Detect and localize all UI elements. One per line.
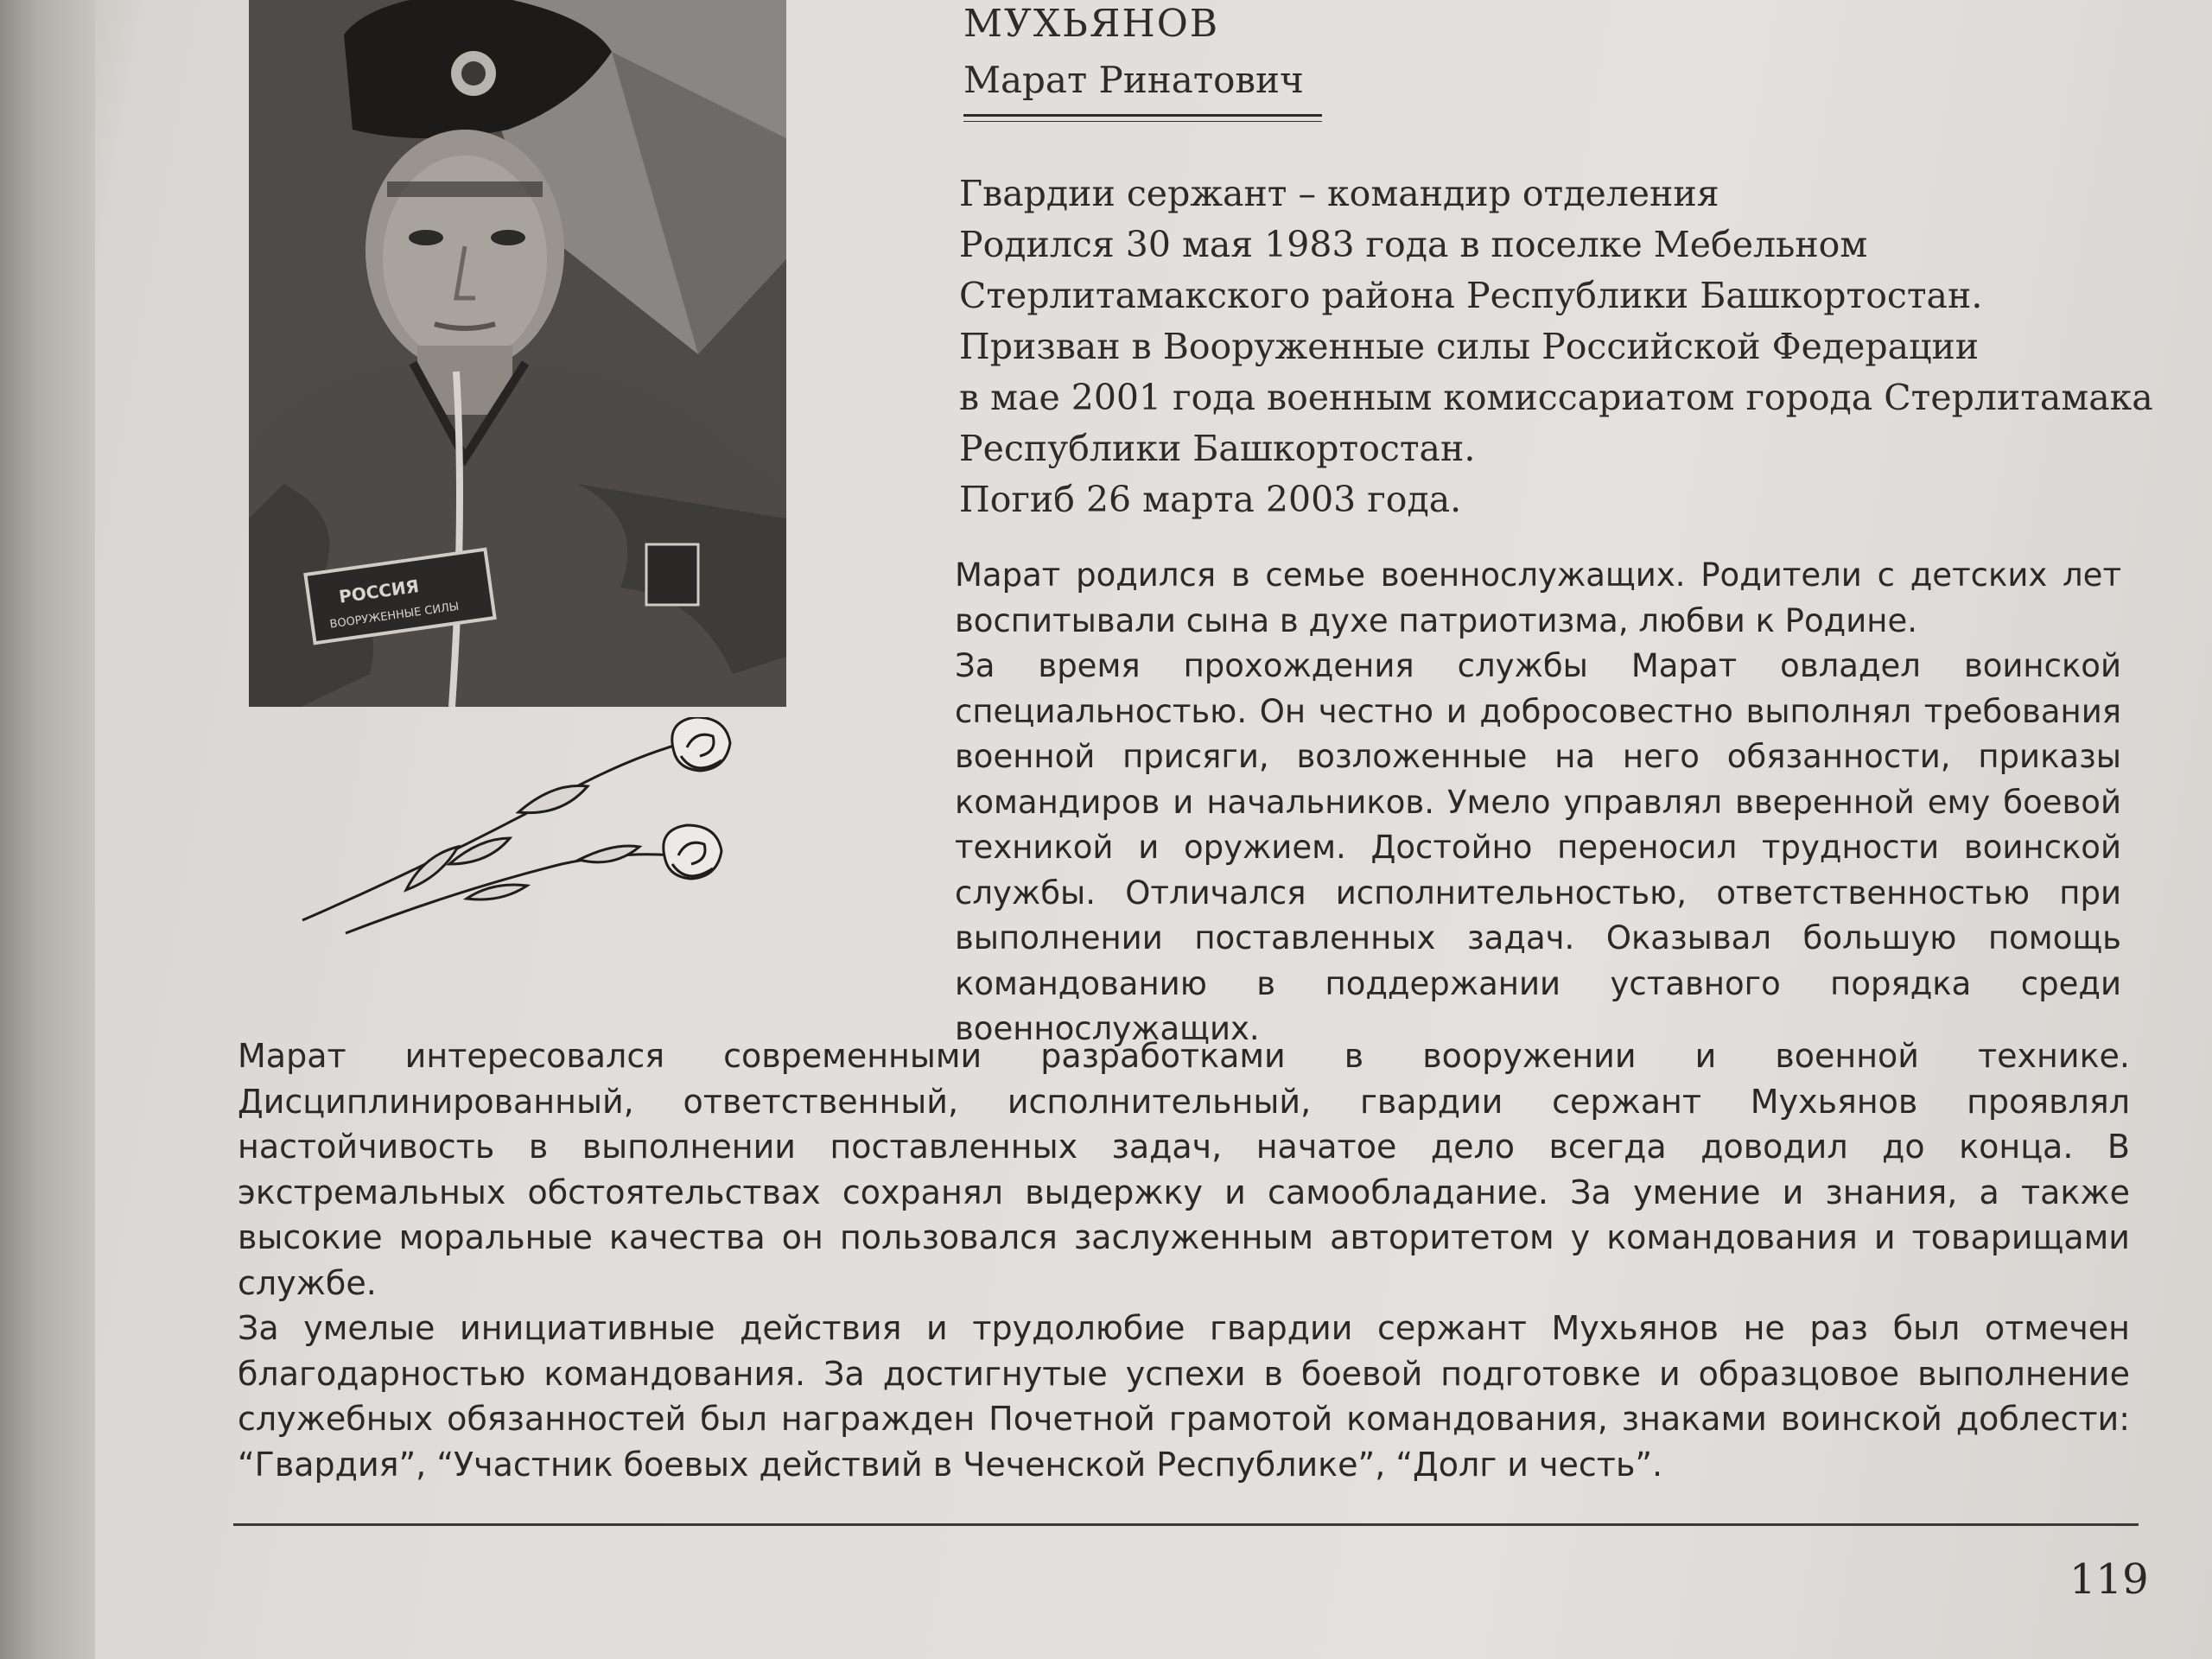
biography-lower xyxy=(238,1033,2130,1487)
fact-line: Республики Башкортостан. xyxy=(959,428,1476,469)
name-underline xyxy=(963,114,1322,122)
patch-text-armed-forces: ВООРУЖЕННЫЕ СИЛЫ xyxy=(328,600,461,632)
biography-upper xyxy=(955,553,2121,1052)
fact-line: Родился 30 мая 1983 года в поселке Мебельном xyxy=(959,224,1868,265)
fact-line: Призван в Вооруженные силы Российской Федерации xyxy=(959,326,1980,367)
bio-paragraph-3: Марат интересовался современными разработками в вооружении и военной технике. Дисциплинированный, ответственный, исполнительный, гвардии сержант Мухьянов проявлял настойчивость в выполнении поставленных задач, начатое дело всегда доводил до конца. В экстремальных обстоятельствах сохранял выдержку и самообладание. За умение и знания, а также высокие моральные качества он пользовался заслуженным авторитетом у командования и товарищами службе. xyxy=(238,1037,2130,1302)
given-name-heading: Марат Ринатович xyxy=(963,59,1304,101)
bottom-divider xyxy=(233,1523,2139,1526)
surname-heading: МУХЬЯНОВ xyxy=(963,2,1220,46)
fact-line: Погиб 26 марта 2003 года. xyxy=(959,479,1462,520)
patch-text-russia: РОССИЯ xyxy=(337,575,421,607)
bio-paragraph-1: Марат родился в семье военнослужащих. Родители с детских лет воспитывали сына в духе патриотизма, любви к Родине. xyxy=(955,556,2121,639)
book-spine-shadow xyxy=(0,0,95,1659)
fact-line: в мае 2001 года военным комиссариатом города Стерлитамака xyxy=(959,377,2153,418)
bio-paragraph-4: За умелые инициативные действия и трудолюбие гвардии сержант Мухьянов не раз был отмечен благодарностью командования. За достигнутые успехи в боевой подготовке и образцовое выполнение служебных обязанностей был награжден Почетной грамотой командования, знаками воинской доблести: “Гвардия”, “Участник боевых действий в Чеченской Республике”, “Долг и честь”. xyxy=(238,1309,2130,1484)
page-number: 119 xyxy=(2069,1555,2149,1604)
fact-line: Стерлитамакского района Республики Башкортостан. xyxy=(959,275,1983,316)
bio-paragraph-2: За время прохождения службы Марат овладел воинской специальностью. Он честно и добросовестно выполнял требования военной присяги, возложенные на него обязанности, приказы командиров и начальников. Умело управлял вверенной ему боевой техникой и оружием. Достойно переносил трудности воинской службы. Отличался исполнительностью, ответственностью при выполнении поставленных задач. Оказывал большую помощь командованию в поддержании уставного порядка среди военнослужащих. xyxy=(955,647,2121,1047)
portrait-photo xyxy=(249,0,786,707)
fact-line: Гвардии сержант – командир отделения xyxy=(959,173,1719,214)
roses-illustration xyxy=(294,717,743,950)
biographical-facts xyxy=(959,168,2152,525)
